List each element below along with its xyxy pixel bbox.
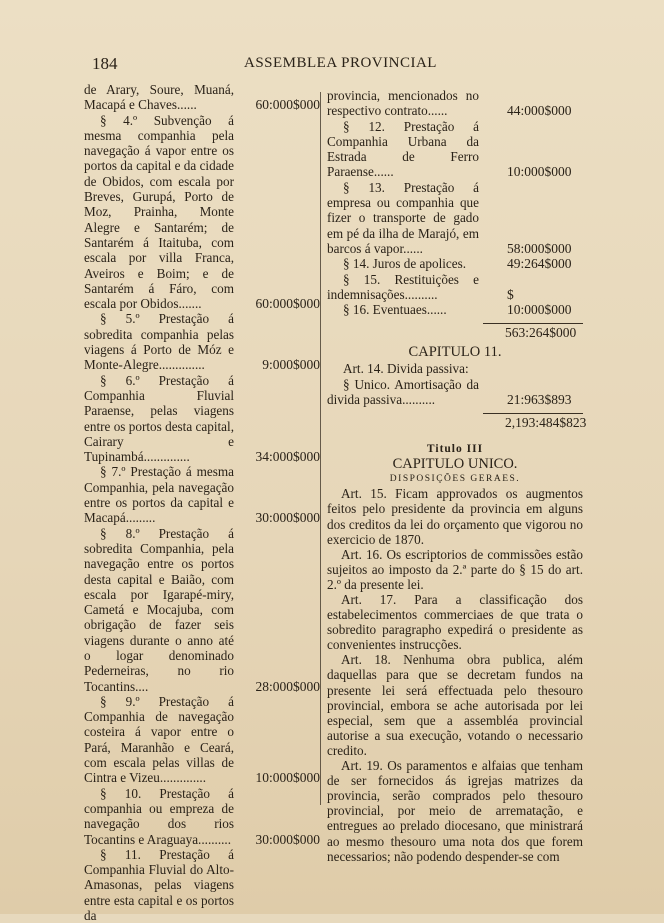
entry-text: § 12. Prestação á Companhia Urbana da Estrada de Ferro Paraense...... bbox=[327, 118, 479, 180]
entry-text: § 16. Eventuaes...... bbox=[343, 302, 447, 318]
budget-entry bbox=[327, 272, 583, 303]
entry-amount: 60:000$000 bbox=[255, 97, 320, 113]
budget-entry bbox=[84, 847, 320, 923]
entry-amount: 44:000$000 bbox=[507, 103, 572, 119]
running-title: ASSEMBLEA PROVINCIAL bbox=[244, 55, 437, 71]
budget-entry bbox=[84, 82, 320, 113]
entry-text: § 6.º Prestação á Companhia Fluvial Paraense, pelas viagens entre os portos desta capital, Cairary e Tupinambá.............. bbox=[84, 372, 234, 465]
budget-entry bbox=[84, 526, 320, 694]
entry-text: provincia, mencionados no respectivo contrato...... bbox=[327, 88, 479, 119]
entry-text: § 11. Prestação á Companhia Fluvial do Alto-Amasonas, pelas viagens entre esta capital e os portos da bbox=[84, 846, 234, 923]
page-number: 184 bbox=[92, 54, 118, 73]
entry-amount: 10:000$000 bbox=[507, 302, 572, 318]
entry-amount: 21:963$893 bbox=[507, 392, 572, 408]
grand-total-amount: 2,193:484$823 bbox=[505, 415, 587, 431]
budget-entry bbox=[84, 786, 320, 847]
entry-text: § Unico. Amortisação da divida passiva.......... bbox=[327, 376, 479, 408]
entry-amount: 60:000$000 bbox=[255, 296, 320, 312]
budget-entry bbox=[327, 377, 583, 408]
entry-amount: 34:000$000 bbox=[255, 449, 320, 465]
entry-text: § 9.º Prestação á Companhia de navegação costeira á vapor entre o Pará, Maranhão e Ceará, com escala pelas villas de Cintra e Vizeu.............. bbox=[84, 693, 234, 786]
column-divider bbox=[320, 92, 321, 805]
article-paragraph: Art. 19. Os paramentos e alfaias que tenham de ser fornecidos ás igrejas matrizes da provincia, serão comprados pelo thesouro provincial, por meio de arrematação, e entregues ao prelado diocesano, que ministrará ao mesmo thesouro uma nota dos que forem necessarios; não podendo despender-se com bbox=[327, 758, 583, 864]
section-subtitle: DISPOSIÇÕES GERAES. bbox=[389, 474, 521, 485]
entry-text: § 13. Prestação á empresa ou companhia que fizer o transporte de gado em pé da ilha de Marajó, em barcos á vapor...... bbox=[327, 179, 479, 256]
article-paragraph: Art. 18. Nenhuma obra publica, além daquellas para que se decretam fundos na presente lei será effectuada pelo thesouro provincial, embora se ache autorisada por lei especial, sem que a assembléa provincial autorise a sua execução, votando o necessario credito. bbox=[327, 652, 583, 758]
entry-text: de Arary, Soure, Muaná, Macapá e Chaves...... bbox=[84, 82, 234, 113]
subtotal-amount: 563:264$000 bbox=[505, 325, 577, 341]
entry-amount: 10:000$000 bbox=[255, 770, 320, 786]
entry-text: § 15. Restituições e indemnisações.......... bbox=[327, 271, 479, 302]
entry-amount: 9:000$000 bbox=[262, 357, 320, 373]
budget-entry bbox=[327, 119, 583, 180]
title-label: Titulo III bbox=[426, 443, 484, 456]
entry-amount: 10:000$000 bbox=[507, 164, 572, 180]
budget-entry bbox=[327, 361, 583, 376]
budget-entry bbox=[327, 180, 583, 256]
entry-text: Art. 14. Divida passiva: bbox=[343, 361, 469, 377]
budget-entry bbox=[84, 464, 320, 525]
entry-amount: 49:264$000 bbox=[507, 256, 572, 272]
page-header bbox=[0, 54, 664, 76]
entry-amount: 28:000$000 bbox=[255, 678, 320, 694]
chapter-heading: CAPITULO 11. bbox=[408, 344, 502, 361]
article-paragraph: Art. 15. Ficam approvados os augmentos feitos pelo presidente da provincia em alguns dos creditos da lei do orçamento que vigorou no exercicio de 1870. bbox=[327, 486, 583, 547]
entry-text: § 14. Juros de apolices. bbox=[343, 256, 467, 272]
entry-text: § 4.º Subvenção á mesma companhia pela navegação á vapor entre os portos da capital e da cidade de Obidos, com escala por Breves, Gurupá, Porto de Moz, Prainha, Monte Alegre e Santarém; de Santarém á Itaituba, com escala por villa Franca, Aveiros e Boim; e de Santarém á Fáro, com escala por Obidos....... bbox=[84, 112, 234, 312]
entry-text: § 10. Prestação á companhia ou empreza de navegação dos rios Tocantins e Araguaya.......... bbox=[84, 785, 234, 847]
chapter-heading: CAPITULO UNICO. bbox=[392, 456, 518, 473]
entry-text: § 7.º Prestação á mesma Companhia, pela navegação entre os portos da capital e Macapá......... bbox=[84, 464, 234, 526]
right-column bbox=[327, 88, 587, 864]
budget-entry bbox=[327, 88, 583, 119]
entry-text: § 5.º Prestação á sobredita companhia pelas viagens á Porto de Móz e Monte-Alegre.............. bbox=[84, 311, 234, 373]
left-column bbox=[84, 82, 320, 923]
article-paragraph: Art. 16. Os escriptorios de commissões estão sujeitos ao imposto da 2.ª parte do § 15 do art. 2.º da presente lei. bbox=[327, 546, 583, 592]
budget-entry bbox=[84, 113, 320, 312]
budget-entry bbox=[84, 373, 320, 465]
budget-entry bbox=[84, 311, 320, 372]
budget-entry bbox=[327, 256, 583, 271]
article-paragraph: Art. 17. Para a classificação dos estabelecimentos commerciaes de que trata o sobredito paragrapho expedirá o presidente as convenientes instrucções. bbox=[327, 592, 583, 653]
budget-entry bbox=[327, 302, 583, 317]
budget-entry bbox=[84, 694, 320, 786]
entry-amount: 30:000$000 bbox=[255, 510, 320, 526]
entry-amount: 58:000$000 bbox=[507, 240, 572, 256]
entry-text: § 8.º Prestação á sobredita Companhia, pela navegação entre os portos desta capital e Baião, com escala por Igarapé-miry, Cametá e Mocajuba, com obrigação de fazer seis viagens durante o anno até o logar denominado Pederneiras, no rio Tocantins.... bbox=[84, 525, 234, 694]
entry-amount: 30:000$000 bbox=[255, 831, 320, 847]
entry-amount: $ bbox=[507, 286, 514, 302]
